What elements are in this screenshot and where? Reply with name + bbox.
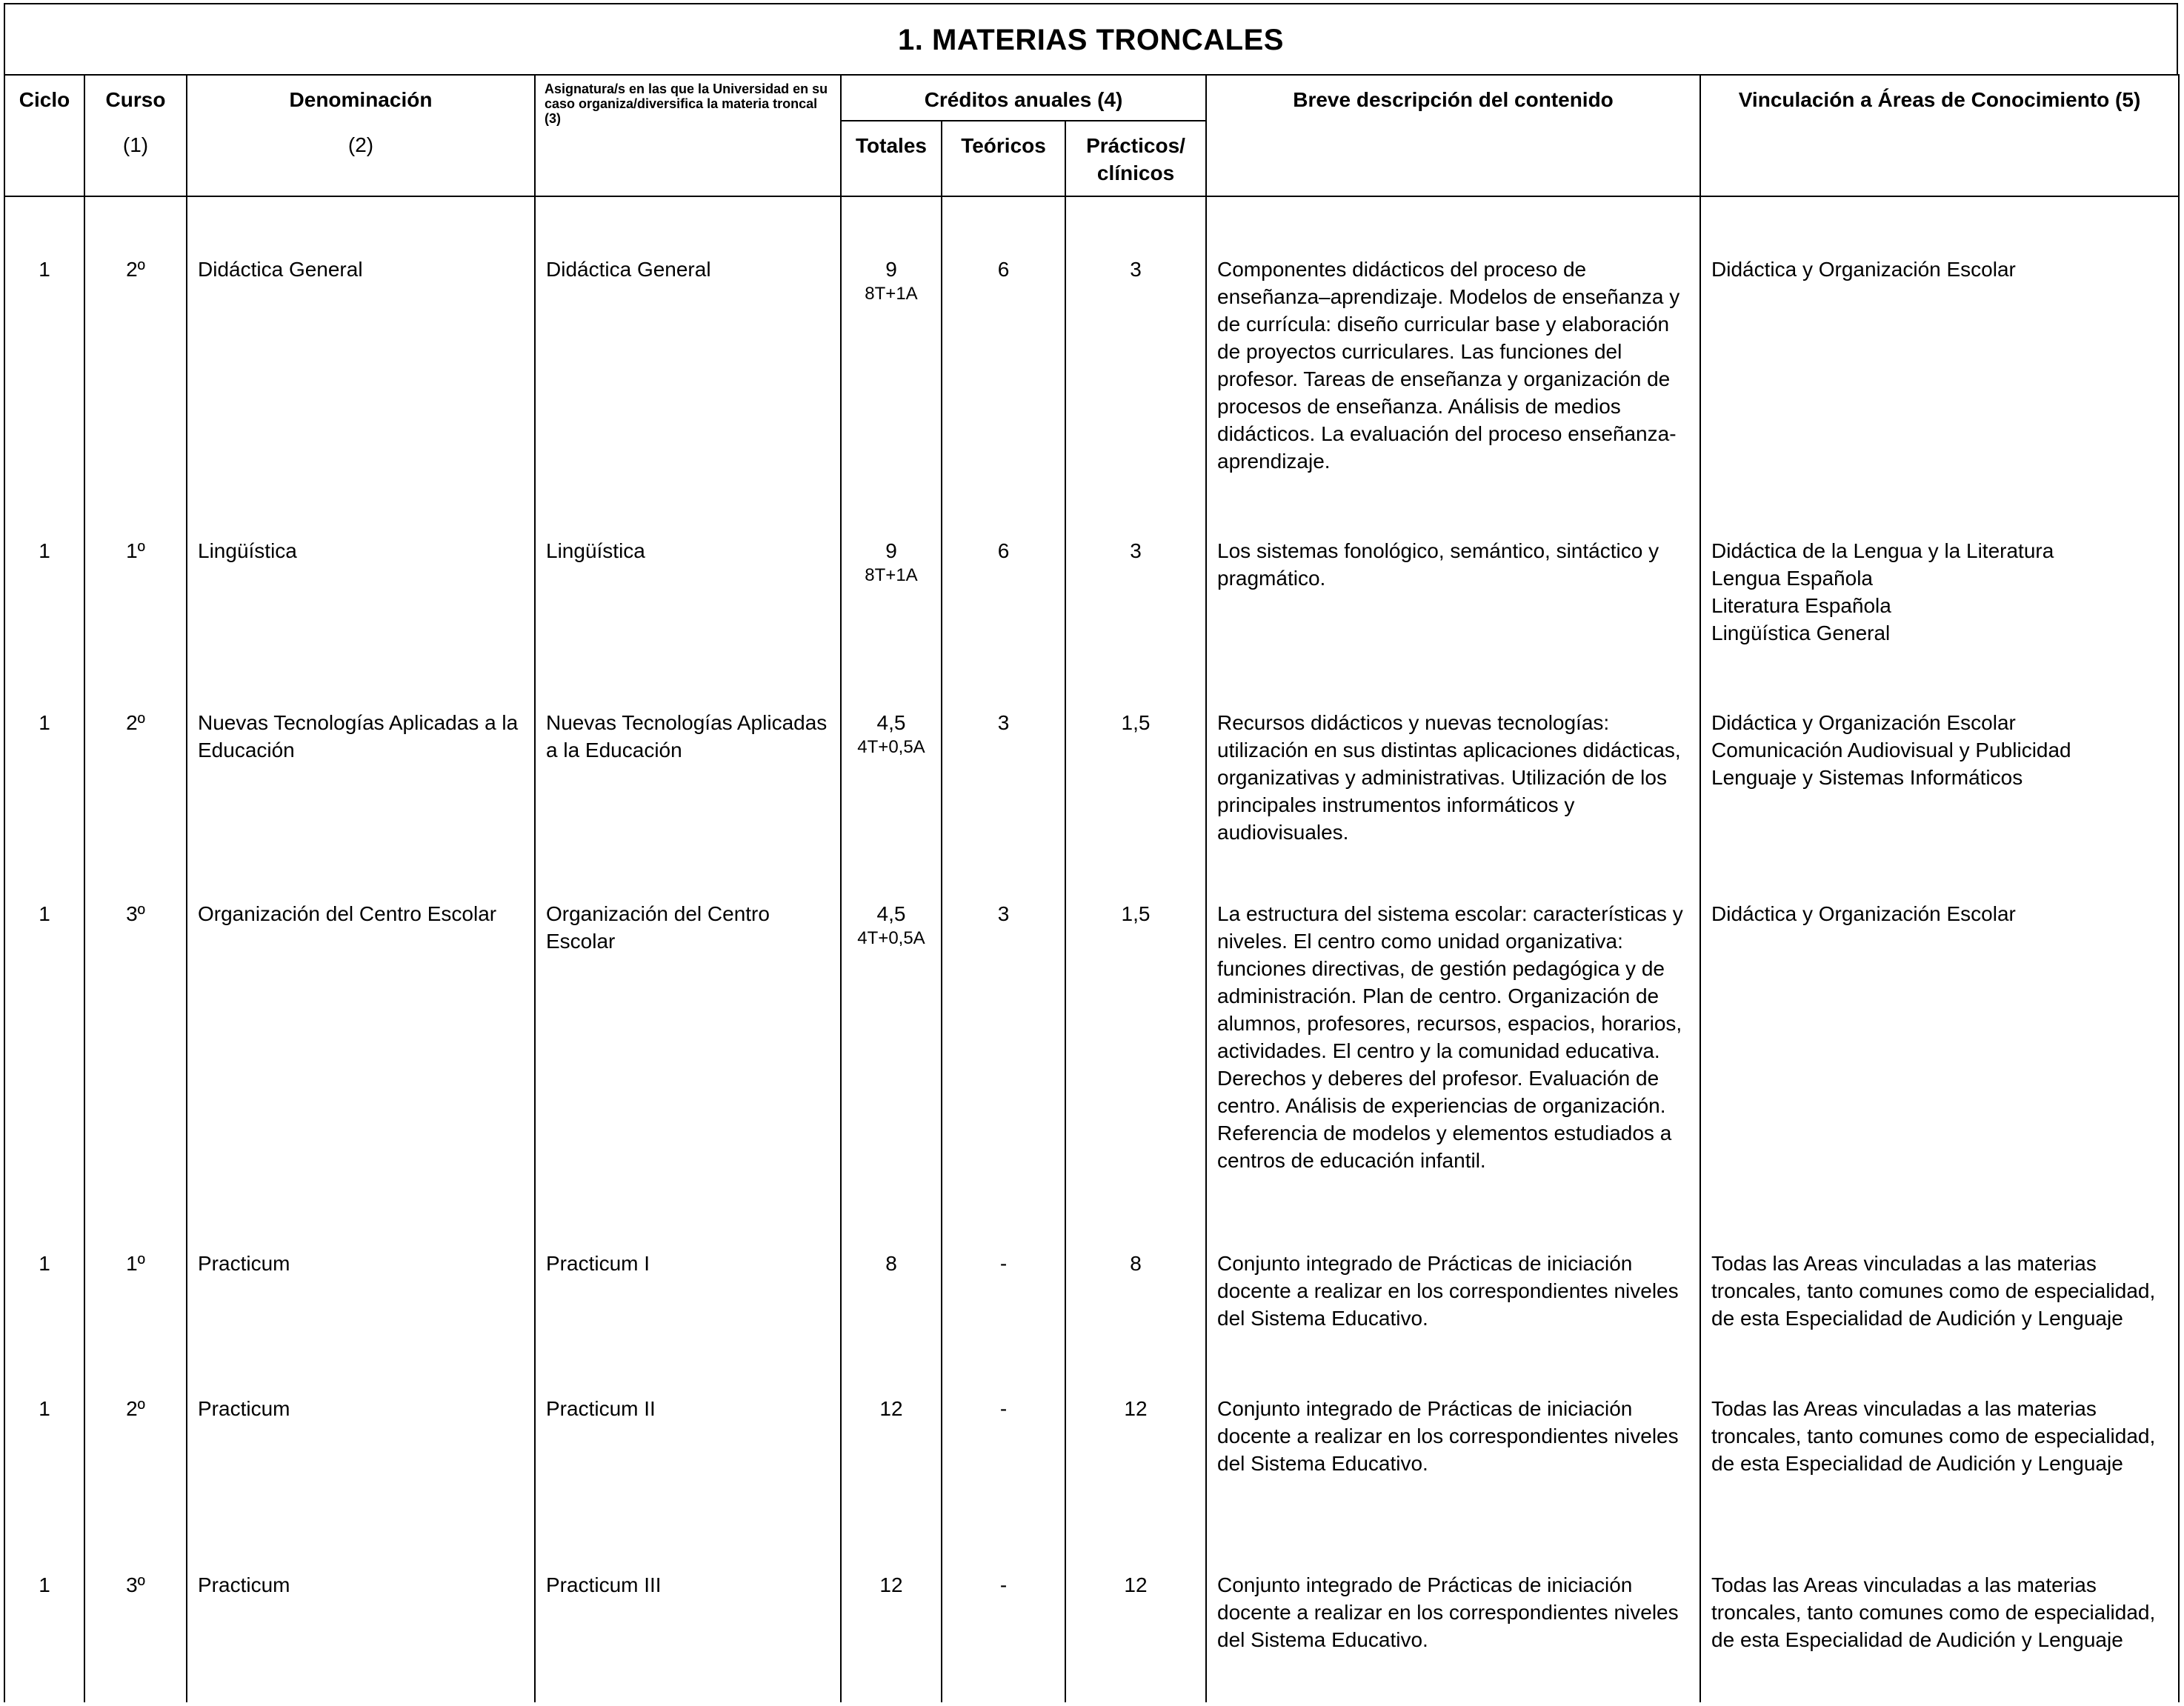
cell-denominacion — [187, 709, 535, 900]
cell-curso — [84, 1250, 187, 1395]
cell-vinculacion — [1700, 537, 2179, 709]
cell-denominacion — [187, 537, 535, 709]
cell-denominacion — [187, 1250, 535, 1395]
practicos-text: 1,5 — [1121, 711, 1151, 734]
cell-curso — [84, 709, 187, 900]
vinculacion-text: Didáctica y Organización Escolar Comunicación Audiovisual y Publicidad Lenguaje y Sistemas Informáticos — [1711, 711, 2071, 789]
descripcion-text: Los sistemas fonológico, semántico, sintáctico y pragmático. — [1217, 539, 1659, 590]
cell-denominacion — [187, 900, 535, 1250]
teoricos-text: 6 — [997, 539, 1010, 562]
cell-totales — [841, 537, 942, 709]
totales-text: 9 — [885, 258, 897, 281]
cell-asignatura — [535, 900, 841, 1250]
cell-teoricos — [942, 1250, 1065, 1395]
table-row — [4, 256, 2179, 537]
cell-vinculacion — [1700, 256, 2179, 537]
teoricos-text: - — [999, 1397, 1008, 1420]
totales-breakdown: 8T+1A — [865, 284, 918, 304]
cell-denominacion — [187, 1571, 535, 1702]
cell-curso — [84, 537, 187, 709]
header-vinculacion: Vinculación a Áreas de Conocimiento (5) — [1700, 75, 2179, 196]
totales-text: 12 — [879, 1397, 903, 1420]
vinculacion-text: Todas las Areas vinculadas a las materias troncales, tanto comunes como de especialidad, de esta Especialidad de Audición y Lenguaje — [1711, 1252, 2156, 1330]
cell-teoricos — [942, 537, 1065, 709]
cell-teoricos — [942, 256, 1065, 537]
curso-text: 2º — [126, 258, 145, 281]
ciclo-text: 1 — [39, 1397, 50, 1420]
cell-totales — [841, 1250, 942, 1395]
cell-totales — [841, 1571, 942, 1702]
teoricos-text: - — [999, 1252, 1008, 1275]
cell-asignatura — [535, 1395, 841, 1571]
denominacion-text: Practicum — [198, 1252, 290, 1275]
table-row — [4, 537, 2179, 709]
practicos-text: 1,5 — [1121, 902, 1151, 925]
cell-totales — [841, 900, 942, 1250]
curso-text: 1º — [126, 1252, 145, 1275]
cell-vinculacion — [1700, 1395, 2179, 1571]
descripcion-text: Recursos didácticos y nuevas tecnologías: utilización en sus distintas aplicaciones didácticas, organizativas y administrativas. Utilización de los principales instrumentos informáticos y audiovisuales. — [1217, 711, 1681, 844]
ciclo-text: 1 — [39, 539, 50, 562]
curso-text: 3º — [126, 902, 145, 925]
curso-text: 3º — [126, 1573, 145, 1596]
cell-practicos — [1065, 1395, 1206, 1571]
cell-descripcion — [1206, 900, 1700, 1250]
denominacion-text: Lingüística — [198, 539, 297, 562]
curso-text: 1º — [126, 539, 145, 562]
teoricos-text: 6 — [997, 258, 1010, 281]
cell-teoricos — [942, 709, 1065, 900]
header-descripcion: Breve descripción del contenido — [1206, 75, 1700, 196]
teoricos-text: 3 — [997, 711, 1010, 734]
header-denominacion: Denominación (2) — [187, 75, 535, 196]
page-title: 1. MATERIAS TRONCALES — [898, 24, 1284, 56]
curso-text: 2º — [126, 1397, 145, 1420]
cell-curso — [84, 1395, 187, 1571]
totales-breakdown: 8T+1A — [865, 565, 918, 585]
header-curso: Curso (1) — [84, 75, 187, 196]
cell-descripcion — [1206, 1395, 1700, 1571]
header-ciclo: Ciclo — [4, 75, 84, 196]
table-row — [4, 1571, 2179, 1702]
practicos-text: 12 — [1124, 1573, 1148, 1596]
header-practicos: Prácticos/ clínicos — [1065, 121, 1206, 196]
denominacion-text: Nuevas Tecnologías Aplicadas a la Educación — [198, 711, 519, 762]
cell-teoricos — [942, 1571, 1065, 1702]
cell-asignatura — [535, 256, 841, 537]
cell-vinculacion — [1700, 1250, 2179, 1395]
totales-text: 9 — [885, 539, 897, 562]
descripcion-text: Componentes didácticos del proceso de enseñanza–aprendizaje. Modelos de enseñanza y de currícula: diseño curricular base y elaboración de proyectos curriculares. Las funciones del profesor. Tareas de enseñanza y organización de procesos de enseñanza. Análisis de medios didácticos. La evaluación del proceso enseñanza-aprendizaje. — [1217, 258, 1680, 473]
totales-text: 8 — [885, 1252, 897, 1275]
vinculacion-text: Didáctica y Organización Escolar — [1711, 902, 2016, 925]
totales-breakdown: 4T+0,5A — [857, 737, 925, 757]
cell-descripcion — [1206, 1571, 1700, 1702]
table-row — [4, 1250, 2179, 1395]
table-row — [4, 900, 2179, 1250]
denominacion-text: Practicum — [198, 1397, 290, 1420]
cell-practicos — [1065, 256, 1206, 537]
teoricos-text: 3 — [997, 902, 1010, 925]
cell-asignatura — [535, 1571, 841, 1702]
header-spacer-row — [4, 196, 2179, 256]
vinculacion-text: Didáctica de la Lengua y la Literatura Lengua Española Literatura Española Lingüística General — [1711, 539, 2054, 644]
denominacion-text: Organización del Centro Escolar — [198, 902, 497, 925]
descripcion-text: La estructura del sistema escolar: características y niveles. El centro como unidad organizativa: funciones directivas, de gestión pedagógica y de administración. Plan de centro. Organización de alumnos, profesores, recursos, espacios, horarios, actividades. El centro y la comunidad educativa. Derechos y deberes del profesor. Evaluación de centro. Análisis de experiencias de organización. Referencia de modelos y elementos estudiados a centros de educación infantil. — [1217, 902, 1683, 1172]
cell-practicos — [1065, 1571, 1206, 1702]
table-row — [4, 1395, 2179, 1571]
cell-vinculacion — [1700, 709, 2179, 900]
practicos-text: 8 — [1130, 1252, 1142, 1275]
cell-curso — [84, 900, 187, 1250]
cell-ciclo — [4, 1571, 84, 1702]
vinculacion-text: Didáctica y Organización Escolar — [1711, 258, 2016, 281]
cell-totales — [841, 1395, 942, 1571]
ciclo-text: 1 — [39, 711, 50, 734]
denominacion-text: Practicum — [198, 1573, 290, 1596]
asignatura-text: Nuevas Tecnologías Aplicadas a la Educación — [546, 711, 828, 762]
practicos-text: 3 — [1130, 258, 1142, 281]
cell-descripcion — [1206, 256, 1700, 537]
totales-text: 4,5 — [876, 902, 906, 925]
cell-practicos — [1065, 1250, 1206, 1395]
title-box — [4, 3, 2178, 74]
cell-teoricos — [942, 1395, 1065, 1571]
table-row — [4, 709, 2179, 900]
denominacion-text: Didáctica General — [198, 258, 363, 281]
cell-ciclo — [4, 900, 84, 1250]
descripcion-text: Conjunto integrado de Prácticas de iniciación docente a realizar en los correspondientes niveles del Sistema Educativo. — [1217, 1573, 1679, 1651]
header-creditos: Créditos anuales (4) — [841, 75, 1206, 121]
asignatura-text: Practicum III — [546, 1573, 662, 1596]
cell-ciclo — [4, 709, 84, 900]
cell-curso — [84, 1571, 187, 1702]
cell-practicos — [1065, 537, 1206, 709]
cell-curso — [84, 256, 187, 537]
cell-denominacion — [187, 1395, 535, 1571]
cell-descripcion — [1206, 709, 1700, 900]
cell-practicos — [1065, 900, 1206, 1250]
asignatura-text: Organización del Centro Escolar — [546, 902, 770, 953]
asignatura-text: Practicum I — [546, 1252, 650, 1275]
ciclo-text: 1 — [39, 902, 50, 925]
asignatura-text: Lingüística — [546, 539, 645, 562]
header-teoricos: Teóricos — [942, 121, 1065, 196]
asignatura-text: Practicum II — [546, 1397, 656, 1420]
cell-denominacion — [187, 256, 535, 537]
practicos-text: 3 — [1130, 539, 1142, 562]
cell-asignatura — [535, 537, 841, 709]
cell-descripcion — [1206, 1250, 1700, 1395]
totales-text: 4,5 — [876, 711, 906, 734]
cell-totales — [841, 709, 942, 900]
totales-breakdown: 4T+0,5A — [857, 928, 925, 948]
header-asignaturas: Asignatura/s en las que la Universidad en su caso organiza/diversifica la materia troncal (3) — [535, 75, 841, 196]
cell-ciclo — [4, 537, 84, 709]
cell-ciclo — [4, 1395, 84, 1571]
descripcion-text: Conjunto integrado de Prácticas de iniciación docente a realizar en los correspondientes niveles del Sistema Educativo. — [1217, 1397, 1679, 1475]
cell-vinculacion — [1700, 900, 2179, 1250]
cell-vinculacion — [1700, 1571, 2179, 1702]
materias-table — [4, 74, 2180, 1702]
descripcion-text: Conjunto integrado de Prácticas de iniciación docente a realizar en los correspondientes niveles del Sistema Educativo. — [1217, 1252, 1679, 1330]
ciclo-text: 1 — [39, 1252, 50, 1275]
cell-ciclo — [4, 1250, 84, 1395]
practicos-text: 12 — [1124, 1397, 1148, 1420]
asignatura-text: Didáctica General — [546, 258, 711, 281]
header-totales: Totales — [841, 121, 942, 196]
cell-practicos — [1065, 709, 1206, 900]
ciclo-text: 1 — [39, 258, 50, 281]
cell-ciclo — [4, 256, 84, 537]
vinculacion-text: Todas las Areas vinculadas a las materias troncales, tanto comunes como de especialidad, de esta Especialidad de Audición y Lenguaje — [1711, 1397, 2156, 1475]
cell-descripcion — [1206, 537, 1700, 709]
curso-text: 2º — [126, 711, 145, 734]
ciclo-text: 1 — [39, 1573, 50, 1596]
vinculacion-text: Todas las Areas vinculadas a las materias troncales, tanto comunes como de especialidad, de esta Especialidad de Audición y Lenguaje — [1711, 1573, 2156, 1651]
cell-asignatura — [535, 709, 841, 900]
cell-asignatura — [535, 1250, 841, 1395]
cell-teoricos — [942, 900, 1065, 1250]
cell-totales — [841, 256, 942, 537]
teoricos-text: - — [999, 1573, 1008, 1596]
totales-text: 12 — [879, 1573, 903, 1596]
